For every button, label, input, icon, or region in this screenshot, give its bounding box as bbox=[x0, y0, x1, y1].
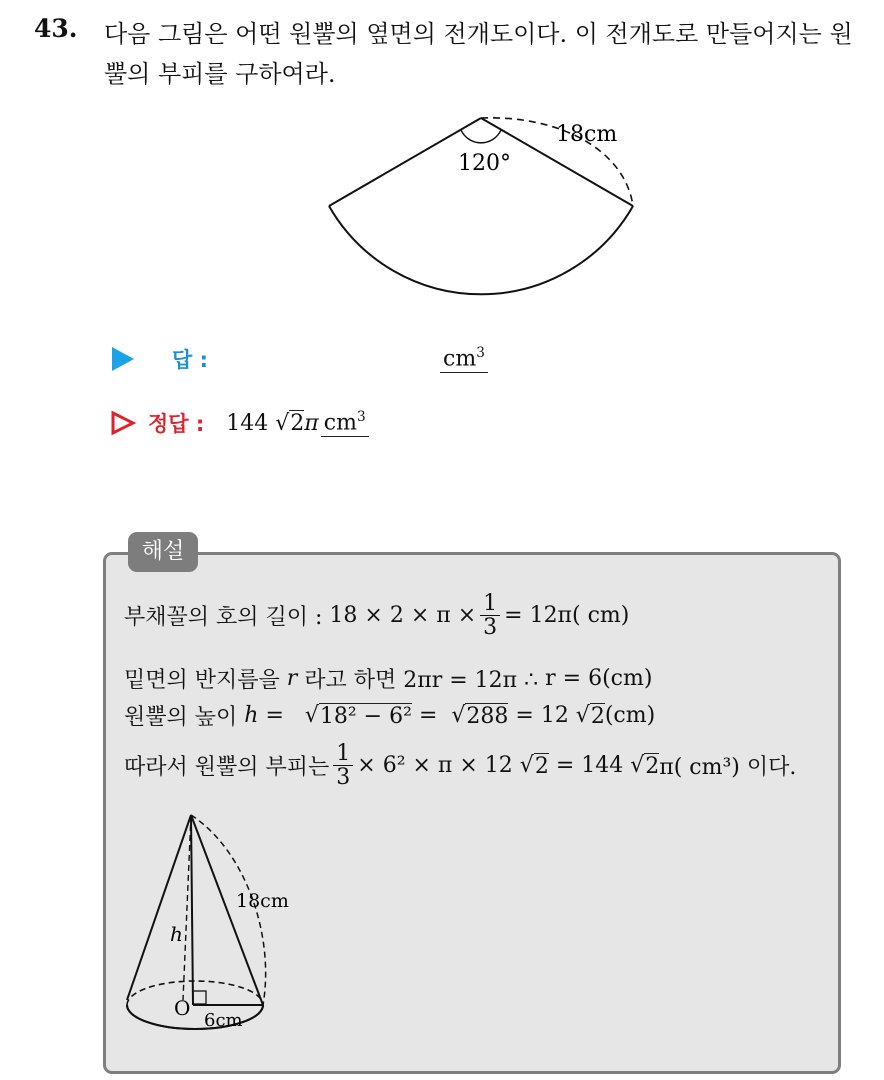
solution-line-1: 부채꼴의 호의 길이 : 18 × 2 × π × $\frac{1}{3}$ = 12π( cm) bbox=[124, 591, 630, 641]
correct-unit: $cm^3$ bbox=[321, 409, 369, 437]
solution-tag: 해설 bbox=[128, 532, 198, 572]
solution-line-2: 밑면의 반지름을 r 라고 하면 2πr = 12π ∴ r = 6(cm) bbox=[124, 666, 653, 693]
fraction-one-third-2: $\frac{1}{3}$ bbox=[333, 742, 353, 789]
correct-label: 정답 : bbox=[148, 412, 205, 436]
cone-slant-label: 18cm bbox=[236, 890, 289, 912]
answer-unit: $cm^3$ bbox=[440, 345, 488, 373]
radius-label: 18cm bbox=[556, 122, 618, 147]
angle-label: 120° bbox=[458, 151, 511, 176]
question-text: 다음 그림은 어떤 원뿔의 옆면의 전개도이다. 이 전개도로 만들어지는 원뿔의 부피를 구하여라. bbox=[104, 20, 853, 88]
cone-left-side bbox=[127, 815, 191, 1000]
correct-value: 144 √2π bbox=[226, 410, 319, 436]
solution-line-3: 원뿔의 높이 h = √ 18² − 6² = √ 288 = 12 √ 2 (cm) bbox=[124, 703, 656, 730]
solution-line-4: 따라서 원뿔의 부피는 $\frac{1}{3}$ × 6² × π × 12 √ 2 = 144 √ 2 π( cm³) 이다. bbox=[124, 741, 797, 791]
cone-height-dashed bbox=[183, 815, 191, 1000]
cone-radius-label: 6cm bbox=[204, 1010, 243, 1031]
fraction-one-third: $\frac{1}{3}$ bbox=[480, 592, 500, 639]
cone-height-label: h bbox=[170, 922, 183, 946]
answer-label: 답 : bbox=[172, 348, 208, 372]
cone-center-label: O bbox=[174, 996, 191, 1020]
question-number: 43. bbox=[34, 14, 78, 43]
